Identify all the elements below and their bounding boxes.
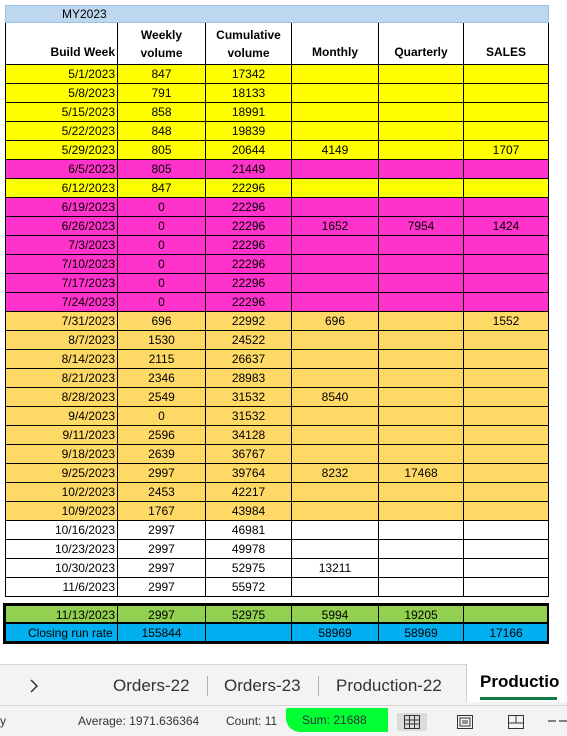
- cell-sales[interactable]: [464, 426, 549, 445]
- cell-monthly[interactable]: 8232: [292, 464, 379, 483]
- cell-build-week[interactable]: 7/3/2023: [5, 236, 118, 255]
- cell-weekly-volume[interactable]: 805: [118, 141, 206, 160]
- cell-sales[interactable]: [464, 559, 549, 578]
- cell-sales[interactable]: [464, 369, 549, 388]
- cell-monthly[interactable]: [292, 255, 379, 274]
- cell-build-week[interactable]: 11/13/2023: [5, 604, 118, 624]
- cell-build-week[interactable]: Closing run rate: [5, 624, 118, 643]
- cell-sales[interactable]: [464, 604, 549, 624]
- cell-weekly-volume[interactable]: 2639: [118, 445, 206, 464]
- cell-build-week[interactable]: 7/17/2023: [5, 274, 118, 293]
- cell-weekly-volume[interactable]: 2997: [118, 578, 206, 597]
- cell-weekly-volume[interactable]: 0: [118, 236, 206, 255]
- cell-weekly-volume[interactable]: 847: [118, 179, 206, 198]
- cell-sales[interactable]: [464, 540, 549, 559]
- cell-cumulative-volume[interactable]: 26637: [206, 350, 292, 369]
- cell-sales[interactable]: [464, 84, 549, 103]
- cell-quarterly[interactable]: [379, 502, 464, 521]
- cell-quarterly[interactable]: [379, 312, 464, 331]
- cell-monthly[interactable]: 1652: [292, 217, 379, 236]
- cell-build-week[interactable]: 10/2/2023: [5, 483, 118, 502]
- cell-cumulative-volume[interactable]: 22296: [206, 198, 292, 217]
- cell-quarterly[interactable]: [379, 293, 464, 312]
- cell-monthly[interactable]: [292, 331, 379, 350]
- cell-cumulative-volume[interactable]: 52975: [206, 604, 292, 624]
- cell-weekly-volume[interactable]: 791: [118, 84, 206, 103]
- cell-sales[interactable]: [464, 103, 549, 122]
- cell-build-week[interactable]: 7/24/2023: [5, 293, 118, 312]
- cell-weekly-volume[interactable]: 155844: [118, 624, 206, 643]
- cell-sales[interactable]: [464, 578, 549, 597]
- cell-cumulative-volume[interactable]: 34128: [206, 426, 292, 445]
- cell-weekly-volume[interactable]: 1530: [118, 331, 206, 350]
- cell-weekly-volume[interactable]: 805: [118, 160, 206, 179]
- cell-monthly[interactable]: [292, 84, 379, 103]
- cell-build-week[interactable]: 5/8/2023: [5, 84, 118, 103]
- chevron-right-icon[interactable]: [28, 665, 48, 705]
- cell-quarterly[interactable]: [379, 369, 464, 388]
- cell-weekly-volume[interactable]: 0: [118, 274, 206, 293]
- cell-quarterly[interactable]: [379, 65, 464, 84]
- cell-weekly-volume[interactable]: 0: [118, 407, 206, 426]
- cell-cumulative-volume[interactable]: 36767: [206, 445, 292, 464]
- cell-build-week[interactable]: 11/6/2023: [5, 578, 118, 597]
- cell-sales[interactable]: [464, 331, 549, 350]
- cell-sales[interactable]: 1424: [464, 217, 549, 236]
- cell-cumulative-volume[interactable]: 46981: [206, 521, 292, 540]
- cell-sales[interactable]: 1707: [464, 141, 549, 160]
- cell-build-week[interactable]: 8/14/2023: [5, 350, 118, 369]
- cell-monthly[interactable]: [292, 103, 379, 122]
- cell-weekly-volume[interactable]: 848: [118, 122, 206, 141]
- cell-cumulative-volume[interactable]: 18991: [206, 103, 292, 122]
- cell-monthly[interactable]: [292, 65, 379, 84]
- cell-cumulative-volume[interactable]: 21449: [206, 160, 292, 179]
- cell-cumulative-volume[interactable]: 42217: [206, 483, 292, 502]
- cell-monthly[interactable]: [292, 426, 379, 445]
- cell-monthly[interactable]: [292, 369, 379, 388]
- cell-quarterly[interactable]: [379, 426, 464, 445]
- status-bar: [0, 706, 567, 736]
- cell-monthly[interactable]: [292, 502, 379, 521]
- cell-build-week[interactable]: 5/1/2023: [5, 65, 118, 84]
- cell-monthly[interactable]: [292, 274, 379, 293]
- cell-build-week[interactable]: 9/18/2023: [5, 445, 118, 464]
- cell-cumulative-volume[interactable]: 24522: [206, 331, 292, 350]
- banner-cell[interactable]: [5, 5, 549, 23]
- cell-monthly[interactable]: [292, 293, 379, 312]
- cell-monthly[interactable]: [292, 350, 379, 369]
- cell-build-week[interactable]: 9/25/2023: [5, 464, 118, 483]
- cell-quarterly[interactable]: 7954: [379, 217, 464, 236]
- cell-cumulative-volume[interactable]: 31532: [206, 388, 292, 407]
- cell-quarterly[interactable]: [379, 274, 464, 293]
- cell-build-week[interactable]: 6/26/2023: [5, 217, 118, 236]
- cell-quarterly[interactable]: [379, 407, 464, 426]
- cell-build-week[interactable]: 8/21/2023: [5, 369, 118, 388]
- cell-cumulative-volume[interactable]: [206, 624, 292, 643]
- cell-cumulative-volume[interactable]: 39764: [206, 464, 292, 483]
- cell-monthly[interactable]: [292, 521, 379, 540]
- cell-monthly[interactable]: [292, 483, 379, 502]
- cell-quarterly[interactable]: [379, 388, 464, 407]
- cell-cumulative-volume[interactable]: 22296: [206, 274, 292, 293]
- cell-quarterly[interactable]: [379, 540, 464, 559]
- status-average[interactable]: Average: 1971.636364: [78, 714, 200, 728]
- header-quarterly[interactable]: Quarterly: [379, 23, 464, 65]
- cell-sales[interactable]: [464, 160, 549, 179]
- cell-quarterly[interactable]: [379, 141, 464, 160]
- cell-quarterly[interactable]: 17468: [379, 464, 464, 483]
- cell-weekly-volume[interactable]: 0: [118, 255, 206, 274]
- cell-quarterly[interactable]: [379, 236, 464, 255]
- cell-weekly-volume[interactable]: 2115: [118, 350, 206, 369]
- cell-weekly-volume[interactable]: 2453: [118, 483, 206, 502]
- tab-orders-22[interactable]: Orders-22: [113, 676, 190, 695]
- cell-sales[interactable]: [464, 122, 549, 141]
- cell-weekly-volume[interactable]: 2997: [118, 464, 206, 483]
- cell-quarterly[interactable]: [379, 350, 464, 369]
- cell-quarterly[interactable]: [379, 198, 464, 217]
- cell-sales[interactable]: [464, 388, 549, 407]
- cell-quarterly[interactable]: [379, 331, 464, 350]
- cell-build-week[interactable]: 9/4/2023: [5, 407, 118, 426]
- cell-build-week[interactable]: 9/11/2023: [5, 426, 118, 445]
- cell-cumulative-volume[interactable]: 22296: [206, 236, 292, 255]
- cell-build-week[interactable]: 7/31/2023: [5, 312, 118, 331]
- cell-quarterly[interactable]: [379, 445, 464, 464]
- header-sales[interactable]: SALES: [464, 23, 549, 65]
- cell-cumulative-volume[interactable]: 55972: [206, 578, 292, 597]
- cell-build-week[interactable]: 10/23/2023: [5, 540, 118, 559]
- cell-build-week[interactable]: 10/30/2023: [5, 559, 118, 578]
- cell-build-week[interactable]: 5/22/2023: [5, 122, 118, 141]
- cell-monthly[interactable]: 13211: [292, 559, 379, 578]
- header-monthly[interactable]: Monthly: [292, 23, 379, 65]
- cell-quarterly[interactable]: [379, 179, 464, 198]
- cell-monthly[interactable]: [292, 198, 379, 217]
- cell-monthly[interactable]: [292, 578, 379, 597]
- cell-monthly[interactable]: [292, 407, 379, 426]
- cell-weekly-volume[interactable]: 2997: [118, 521, 206, 540]
- cell-build-week[interactable]: 8/28/2023: [5, 388, 118, 407]
- header-weekly-volume[interactable]: Weekly volume: [118, 23, 206, 65]
- cell-build-week[interactable]: 10/9/2023: [5, 502, 118, 521]
- cell-monthly[interactable]: 58969: [292, 624, 379, 643]
- cell-sales[interactable]: [464, 236, 549, 255]
- cell-sales[interactable]: [464, 350, 549, 369]
- cell-monthly[interactable]: [292, 179, 379, 198]
- cell-monthly[interactable]: 696: [292, 312, 379, 331]
- cell-cumulative-volume[interactable]: 17342: [206, 65, 292, 84]
- cell-weekly-volume[interactable]: 0: [118, 293, 206, 312]
- cell-cumulative-volume[interactable]: 20644: [206, 141, 292, 160]
- cell-quarterly[interactable]: [379, 103, 464, 122]
- cell-sales[interactable]: [464, 464, 549, 483]
- cell-sales[interactable]: [464, 293, 549, 312]
- cell-sales[interactable]: [464, 407, 549, 426]
- cell-cumulative-volume[interactable]: 22992: [206, 312, 292, 331]
- cell-monthly[interactable]: 4149: [292, 141, 379, 160]
- cell-quarterly[interactable]: [379, 122, 464, 141]
- cell-monthly[interactable]: [292, 160, 379, 179]
- cell-cumulative-volume[interactable]: 28983: [206, 369, 292, 388]
- cell-sales[interactable]: [464, 255, 549, 274]
- cell-weekly-volume[interactable]: 847: [118, 65, 206, 84]
- tab-separator: [207, 676, 208, 696]
- cell-weekly-volume[interactable]: 858: [118, 103, 206, 122]
- cell-monthly[interactable]: [292, 122, 379, 141]
- cell-weekly-volume[interactable]: 0: [118, 198, 206, 217]
- cell-monthly[interactable]: 8540: [292, 388, 379, 407]
- cell-quarterly[interactable]: [379, 521, 464, 540]
- cell-cumulative-volume[interactable]: 22296: [206, 255, 292, 274]
- header-cumulative-volume[interactable]: Cumulative volume: [206, 23, 292, 65]
- page-break-preview-icon[interactable]: [508, 715, 524, 732]
- cell-cumulative-volume[interactable]: 52975: [206, 559, 292, 578]
- cell-quarterly[interactable]: [379, 255, 464, 274]
- cell-weekly-volume[interactable]: 2997: [118, 559, 206, 578]
- cell-build-week[interactable]: 8/7/2023: [5, 331, 118, 350]
- cell-weekly-volume[interactable]: 0: [118, 217, 206, 236]
- cell-sales[interactable]: [464, 198, 549, 217]
- cell-sales[interactable]: [464, 521, 549, 540]
- cell-monthly[interactable]: [292, 236, 379, 255]
- cell-quarterly[interactable]: [379, 578, 464, 597]
- cell-cumulative-volume[interactable]: 49978: [206, 540, 292, 559]
- normal-view-icon[interactable]: [397, 713, 427, 731]
- tab-separator: [318, 676, 319, 696]
- cell-build-week[interactable]: 6/12/2023: [5, 179, 118, 198]
- banner-label: MY2023: [62, 7, 107, 21]
- status-count[interactable]: Count: 11: [226, 714, 278, 728]
- cell-cumulative-volume[interactable]: 43984: [206, 502, 292, 521]
- cell-quarterly[interactable]: [379, 559, 464, 578]
- header-build-week[interactable]: Build Week: [5, 23, 118, 65]
- cell-weekly-volume[interactable]: 2997: [118, 604, 206, 624]
- cell-cumulative-volume[interactable]: 19839: [206, 122, 292, 141]
- cell-sales[interactable]: [464, 483, 549, 502]
- status-sum[interactable]: Sum: 21688: [286, 708, 388, 732]
- sheet-tab-bar: [0, 664, 567, 706]
- cell-monthly[interactable]: [292, 540, 379, 559]
- zoom-out-icon[interactable]: [548, 714, 567, 731]
- cell-weekly-volume[interactable]: 1767: [118, 502, 206, 521]
- tab-orders-23[interactable]: Orders-23: [224, 676, 301, 695]
- cell-cumulative-volume[interactable]: 31532: [206, 407, 292, 426]
- cell-cumulative-volume[interactable]: 22296: [206, 217, 292, 236]
- cell-cumulative-volume[interactable]: 18133: [206, 84, 292, 103]
- cell-sales[interactable]: [464, 502, 549, 521]
- cell-build-week[interactable]: 5/29/2023: [5, 141, 118, 160]
- page-layout-icon[interactable]: [457, 715, 473, 732]
- cell-quarterly[interactable]: 19205: [379, 604, 464, 624]
- cell-quarterly[interactable]: 58969: [379, 624, 464, 643]
- cell-quarterly[interactable]: [379, 84, 464, 103]
- cell-monthly[interactable]: 5994: [292, 604, 379, 624]
- cell-sales[interactable]: 1552: [464, 312, 549, 331]
- cell-weekly-volume[interactable]: 2997: [118, 540, 206, 559]
- tab-production-active[interactable]: [466, 664, 567, 702]
- cell-cumulative-volume[interactable]: 22296: [206, 179, 292, 198]
- cell-sales[interactable]: [464, 274, 549, 293]
- cell-build-week[interactable]: 6/5/2023: [5, 160, 118, 179]
- cell-weekly-volume[interactable]: 2346: [118, 369, 206, 388]
- cell-quarterly[interactable]: [379, 483, 464, 502]
- cell-build-week[interactable]: 7/10/2023: [5, 255, 118, 274]
- cell-weekly-volume[interactable]: 696: [118, 312, 206, 331]
- cell-build-week[interactable]: 6/19/2023: [5, 198, 118, 217]
- cell-sales[interactable]: 17166: [464, 624, 549, 643]
- status-mode: y: [0, 714, 6, 728]
- cell-sales[interactable]: [464, 445, 549, 464]
- cell-sales[interactable]: [464, 65, 549, 84]
- cell-weekly-volume[interactable]: 2596: [118, 426, 206, 445]
- cell-quarterly[interactable]: [379, 160, 464, 179]
- cell-build-week[interactable]: 10/16/2023: [5, 521, 118, 540]
- cell-weekly-volume[interactable]: 2549: [118, 388, 206, 407]
- active-tab-label: Productio: [480, 672, 560, 691]
- tab-production-22[interactable]: Production-22: [336, 676, 442, 695]
- cell-cumulative-volume[interactable]: 22296: [206, 293, 292, 312]
- cell-monthly[interactable]: [292, 445, 379, 464]
- cell-build-week[interactable]: 5/15/2023: [5, 103, 118, 122]
- cell-sales[interactable]: [464, 179, 549, 198]
